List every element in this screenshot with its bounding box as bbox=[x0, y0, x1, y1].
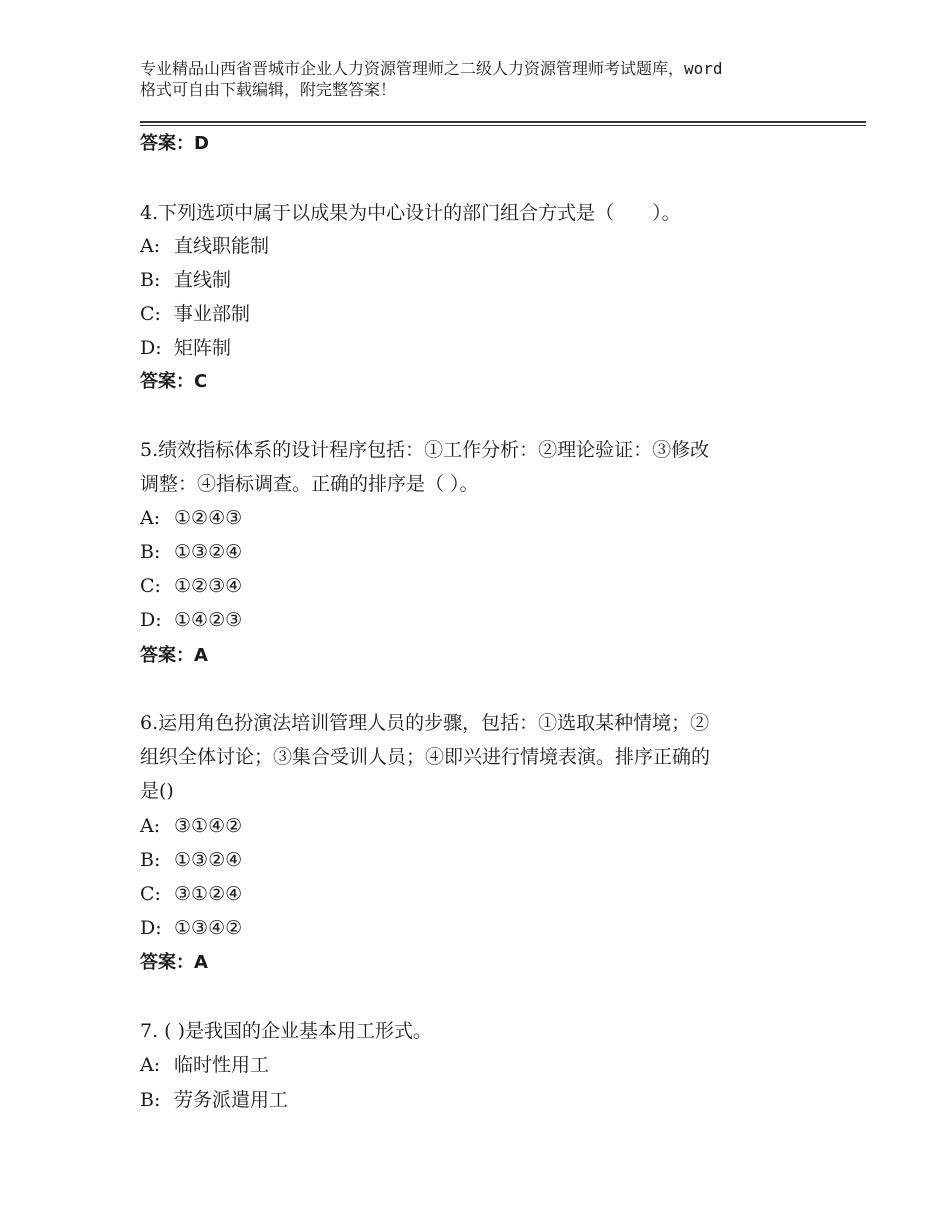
answer-prev: 答案：D bbox=[140, 133, 209, 154]
option-label: D: bbox=[140, 337, 162, 359]
option-text: 直线制 bbox=[174, 269, 232, 291]
q6-answer: 答案：A bbox=[140, 952, 208, 973]
option-label: B: bbox=[140, 269, 161, 291]
q4-option-c bbox=[140, 297, 250, 331]
q7-option-a bbox=[140, 1048, 269, 1082]
q4-option-a bbox=[140, 229, 269, 263]
q5-option-a bbox=[140, 501, 242, 535]
header-rule-thick bbox=[140, 121, 866, 123]
option-text: ①④②③ bbox=[174, 609, 243, 631]
q5-option-b bbox=[140, 535, 242, 569]
q5-option-d bbox=[140, 603, 242, 637]
q6-option-d bbox=[140, 911, 242, 945]
document-header bbox=[140, 58, 830, 100]
option-label: A: bbox=[140, 1054, 161, 1076]
q6-stem-line-1: 6.运用角色扮演法培训管理人员的步骤，包括：①选取某种情境；② bbox=[140, 712, 710, 734]
option-text: 矩阵制 bbox=[174, 337, 232, 359]
option-label: C: bbox=[140, 303, 161, 325]
q4-stem: 4.下列选项中属于以成果为中心设计的部门组合方式是（ ）。 bbox=[140, 202, 681, 224]
q6-stem-line-2: 组织全体讨论；③集合受训人员；④即兴进行情境表演。排序正确的 bbox=[140, 746, 711, 768]
option-text: 直线职能制 bbox=[174, 235, 270, 257]
option-label: A: bbox=[140, 235, 161, 257]
option-text: ①②③④ bbox=[174, 575, 243, 597]
option-label: D: bbox=[140, 917, 162, 939]
q4-option-b bbox=[140, 263, 231, 297]
option-text: ①③②④ bbox=[174, 849, 243, 871]
header-line-2: 格式可自由下载编辑，附完整答案！ bbox=[140, 80, 397, 99]
option-text: ①②④③ bbox=[174, 507, 243, 529]
option-label: C: bbox=[140, 575, 161, 597]
option-label: B: bbox=[140, 849, 161, 871]
option-text: 事业部制 bbox=[174, 303, 251, 325]
header-rule-thin bbox=[140, 125, 866, 126]
q6-stem-line-3: 是() bbox=[140, 780, 174, 802]
q4-option-d bbox=[140, 331, 231, 365]
q5-stem-line-1: 5.绩效指标体系的设计程序包括：①工作分析：②理论验证：③修改 bbox=[140, 439, 710, 461]
q6-option-b bbox=[140, 843, 242, 877]
option-label: A: bbox=[140, 507, 161, 529]
option-text: ①③④② bbox=[174, 917, 243, 939]
option-label: B: bbox=[140, 541, 161, 563]
header-line-1: 专业精品山西省晋城市企业人力资源管理师之二级人力资源管理师考试题库，word bbox=[140, 59, 723, 78]
q5-answer: 答案：A bbox=[140, 645, 208, 666]
q7-option-b bbox=[140, 1083, 288, 1117]
option-text: ③①④② bbox=[174, 815, 243, 837]
q5-option-c bbox=[140, 569, 242, 603]
option-text: ③①②④ bbox=[174, 883, 243, 905]
option-label: C: bbox=[140, 883, 161, 905]
q6-option-c bbox=[140, 877, 242, 911]
option-text: ①③②④ bbox=[174, 541, 243, 563]
option-label: A: bbox=[140, 815, 161, 837]
option-text: 劳务派遣用工 bbox=[174, 1089, 289, 1111]
q6-option-a bbox=[140, 809, 242, 843]
q5-stem-line-2: 调整：④指标调查。正确的排序是（ ）。 bbox=[140, 473, 479, 495]
option-label: B: bbox=[140, 1089, 161, 1111]
option-text: 临时性用工 bbox=[174, 1054, 270, 1076]
q4-answer: 答案：C bbox=[140, 371, 208, 392]
q7-stem: 7. ( )是我国的企业基本用工形式。 bbox=[140, 1020, 433, 1042]
option-label: D: bbox=[140, 609, 162, 631]
